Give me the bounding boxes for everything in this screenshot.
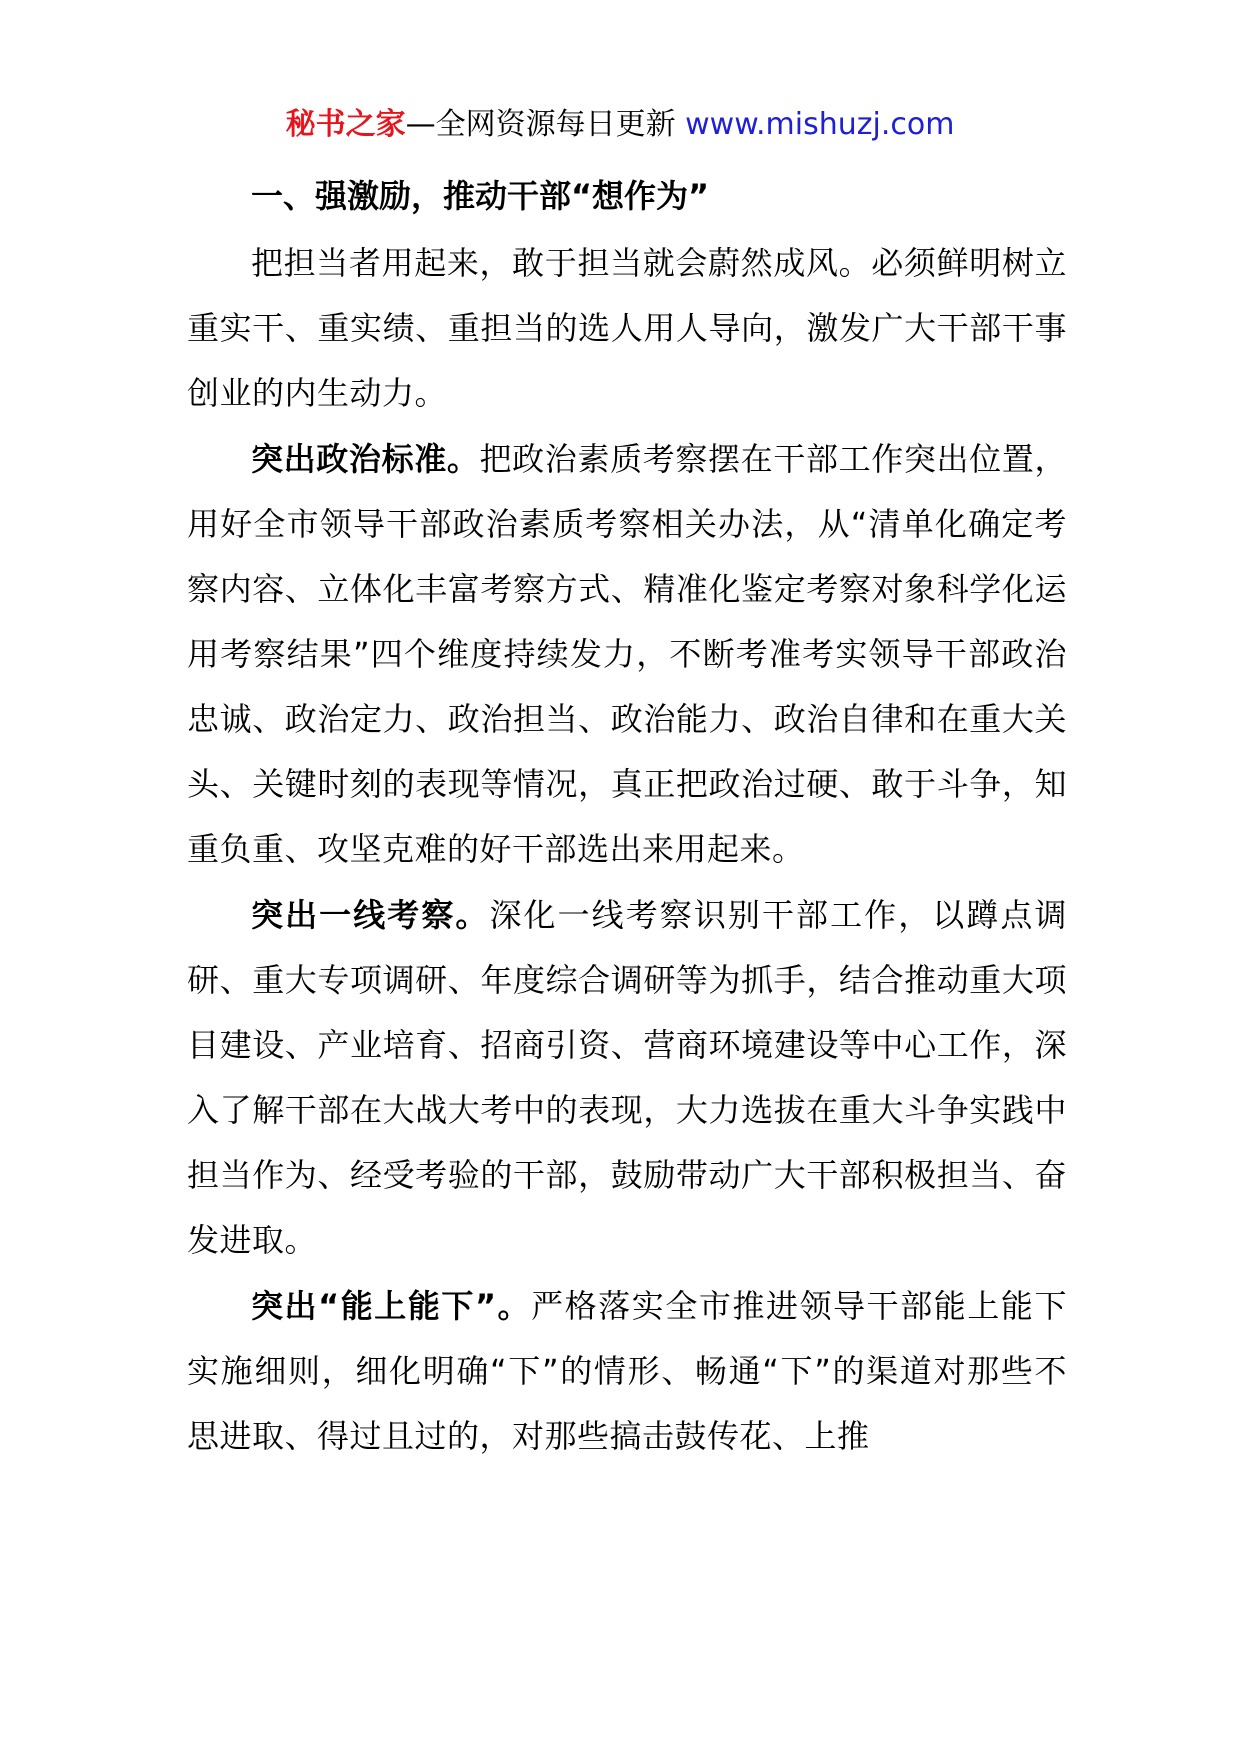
paragraph-lead: 突出一线考察。 [251, 896, 490, 934]
header-tagline: —全网资源每日更新 [405, 107, 686, 142]
paragraph-lead: 突出政治标准。 [251, 440, 480, 478]
brand-name: 秘书之家 [285, 107, 406, 142]
paragraph-text: 严格落实全市推进领导干部能上能下实施细则，细化明确“下”的情形、畅通“下”的渠道对那些不思进取、得过且过的，对那些搞击鼓传花、上推 [187, 1287, 1067, 1455]
paragraph-text: 把政治素质考察摆在干部工作突出位置，用好全市领导干部政治素质考察相关办法，从“清单化确定考察内容、立体化丰富考察方式、精准化鉴定考察对象科学化运用考察结果”四个维度持续发力，不断考准考实领导干部政治忠诚、政治定力、政治担当、政治能力、政治自律和在重大关头、关键时刻的表现等情况，真正把政治过硬、敢于斗争，知重负重、攻坚克难的好干部选出来用起来。 [187, 440, 1067, 868]
section-heading: 一、强激励，推动干部“想作为” [251, 177, 710, 215]
paragraph-up-and-down [187, 1274, 1067, 1469]
site-url-link[interactable]: www.mishuzj.com [685, 107, 955, 142]
intro-paragraph: 把担当者用起来，敢于担当就会蔚然成风。必须鲜明树立重实干、重实绩、重担当的选人用人导向，激发广大干部干事创业的内生动力。 [187, 244, 1067, 412]
document-body [187, 164, 1067, 1470]
paragraph-political-standard [187, 427, 1067, 882]
paragraph-frontline-inspection [187, 883, 1067, 1273]
page-header [0, 100, 1240, 150]
paragraph-text: 深化一线考察识别干部工作，以蹲点调研、重大专项调研、年度综合调研等为抓手，结合推动重大项目建设、产业培育、招商引资、营商环境建设等中心工作，深入了解干部在大战大考中的表现，大力选拔在重大斗争实践中担当作为、经受考验的干部，鼓励带动广大干部积极担当、奋发进取。 [187, 896, 1067, 1259]
paragraph-lead: 突出“能上能下”。 [251, 1287, 532, 1325]
